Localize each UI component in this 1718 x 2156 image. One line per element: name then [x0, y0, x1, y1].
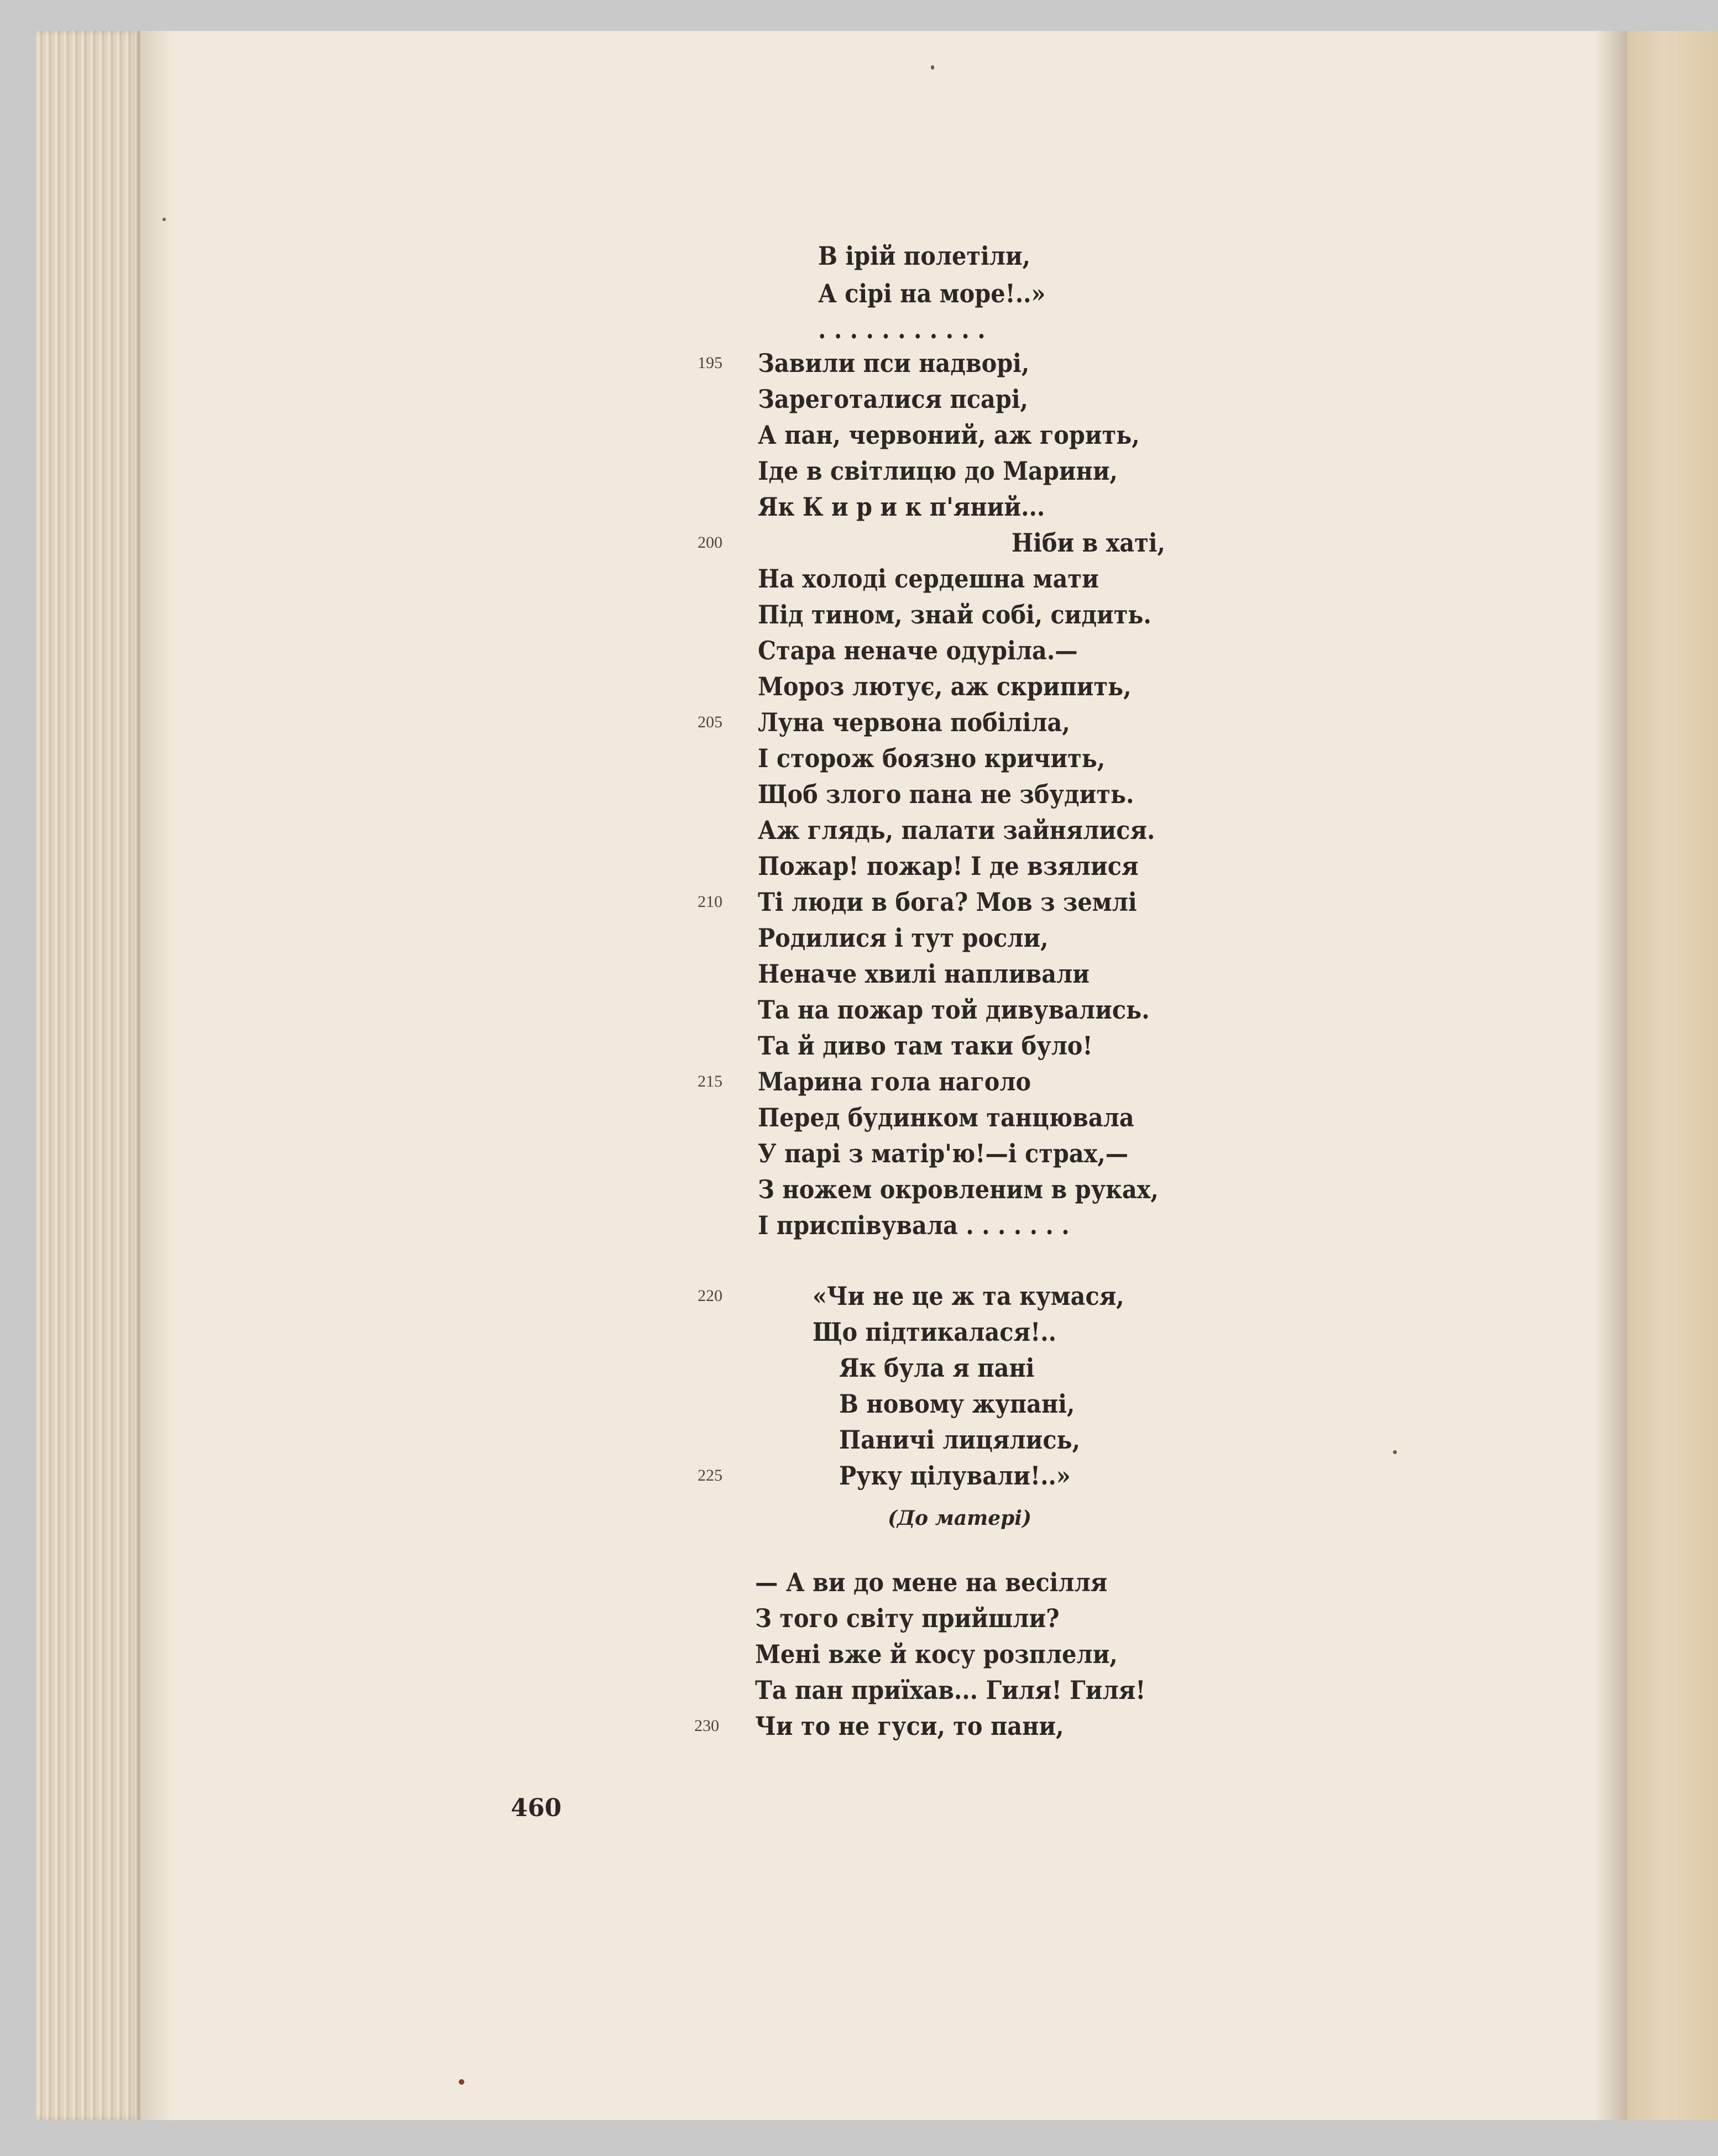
poem-line: Родилися і тут росли, [758, 923, 1049, 953]
page-edge-stack [35, 31, 140, 2120]
book-fold-shadow [1594, 31, 1627, 2120]
poem-line: Що підтикалася!.. [813, 1317, 1057, 1347]
scanned-page [35, 31, 1718, 2120]
poem-line: У парі з матір'ю!—і страх,— [758, 1139, 1129, 1168]
paper-speck [931, 65, 934, 70]
line-number: 195 [698, 354, 722, 372]
poem-line: Ніби в хаті, [1012, 528, 1166, 558]
poem-line: І приспівувала . . . . . . . [758, 1210, 1070, 1240]
poem-line: І сторож боязно кричить, [758, 743, 1106, 773]
paper-speck [163, 218, 166, 221]
poem-line: Та на пожар той дивувались. [758, 995, 1150, 1025]
poem-line: Та й диво там таки було! [758, 1031, 1093, 1061]
poem-line: З того світу прийшли? [755, 1603, 1060, 1633]
poem-line: Мені вже й косу розплели, [755, 1639, 1118, 1669]
paper-speck [1393, 1450, 1397, 1454]
poem-line: Стара неначе одуріла.— [758, 636, 1078, 665]
paper-speck [459, 2079, 464, 2085]
poem-line: Марина гола наголо [758, 1067, 1031, 1097]
line-number: 205 [698, 713, 722, 731]
line-number: 200 [698, 533, 722, 552]
poem-ellipsis: . . . . . . . . . . . [818, 314, 986, 344]
poem-line: З ножем окровленим в руках, [758, 1174, 1159, 1204]
poem-line: А пан, червоний, аж горить, [758, 420, 1140, 450]
poem-line: А сірі на море!..» [818, 279, 1046, 308]
poem-line: Іде в світлицю до Марини, [758, 456, 1118, 486]
page-edge-shadow [140, 31, 174, 2120]
line-number: 210 [698, 893, 722, 911]
adjacent-page-strip [1627, 31, 1718, 2120]
poem-line: Та пан приїхав... Гиля! Гиля! [755, 1675, 1146, 1705]
poem-line: В ірій полетіли, [818, 241, 1031, 271]
poem-line: Як була я пані [839, 1353, 1035, 1383]
poem-line: На холоді сердешна мати [758, 564, 1099, 594]
stage-direction: (До матері) [888, 1507, 1032, 1530]
poem-line: Паничі лицялись, [839, 1425, 1081, 1455]
poem-line: Мороз лютує, аж скрипить, [758, 672, 1132, 701]
poem-line: Ті люди в бога? Мов з землі [758, 887, 1137, 917]
poem-line: — А ви до мене на весілля [755, 1567, 1108, 1597]
poem-line: Луна червона побіліла, [758, 707, 1070, 737]
line-number: 230 [694, 1717, 719, 1735]
poem-line: В новому жупані, [839, 1389, 1075, 1419]
poem-line: Неначе хвилі напливали [758, 959, 1090, 989]
page-number: 460 [511, 1794, 562, 1822]
poem-line: Під тином, знай собі, сидить. [758, 600, 1151, 630]
poem-line: Завили пси надворі, [758, 348, 1030, 378]
poem-line: Перед будинком танцювала [758, 1103, 1134, 1132]
poem-line: Щоб злого пана не збудить. [758, 779, 1134, 809]
poem-line: Руку цілували!..» [839, 1461, 1071, 1491]
poem-line: Аж глядь, палати зайнялися. [758, 815, 1155, 845]
poem-line: Пожар! пожар! І де взялися [758, 851, 1139, 881]
poem-line: «Чи не це ж та кумася, [813, 1281, 1124, 1311]
poem-line: Як К и р и к п'яний... [758, 492, 1045, 522]
line-number: 225 [698, 1466, 722, 1484]
poem-line: Чи то не гуси, то пани, [755, 1711, 1064, 1741]
line-number: 215 [698, 1072, 722, 1090]
poem-line: Зареготалися псарі, [758, 384, 1028, 414]
line-number: 220 [698, 1287, 722, 1305]
